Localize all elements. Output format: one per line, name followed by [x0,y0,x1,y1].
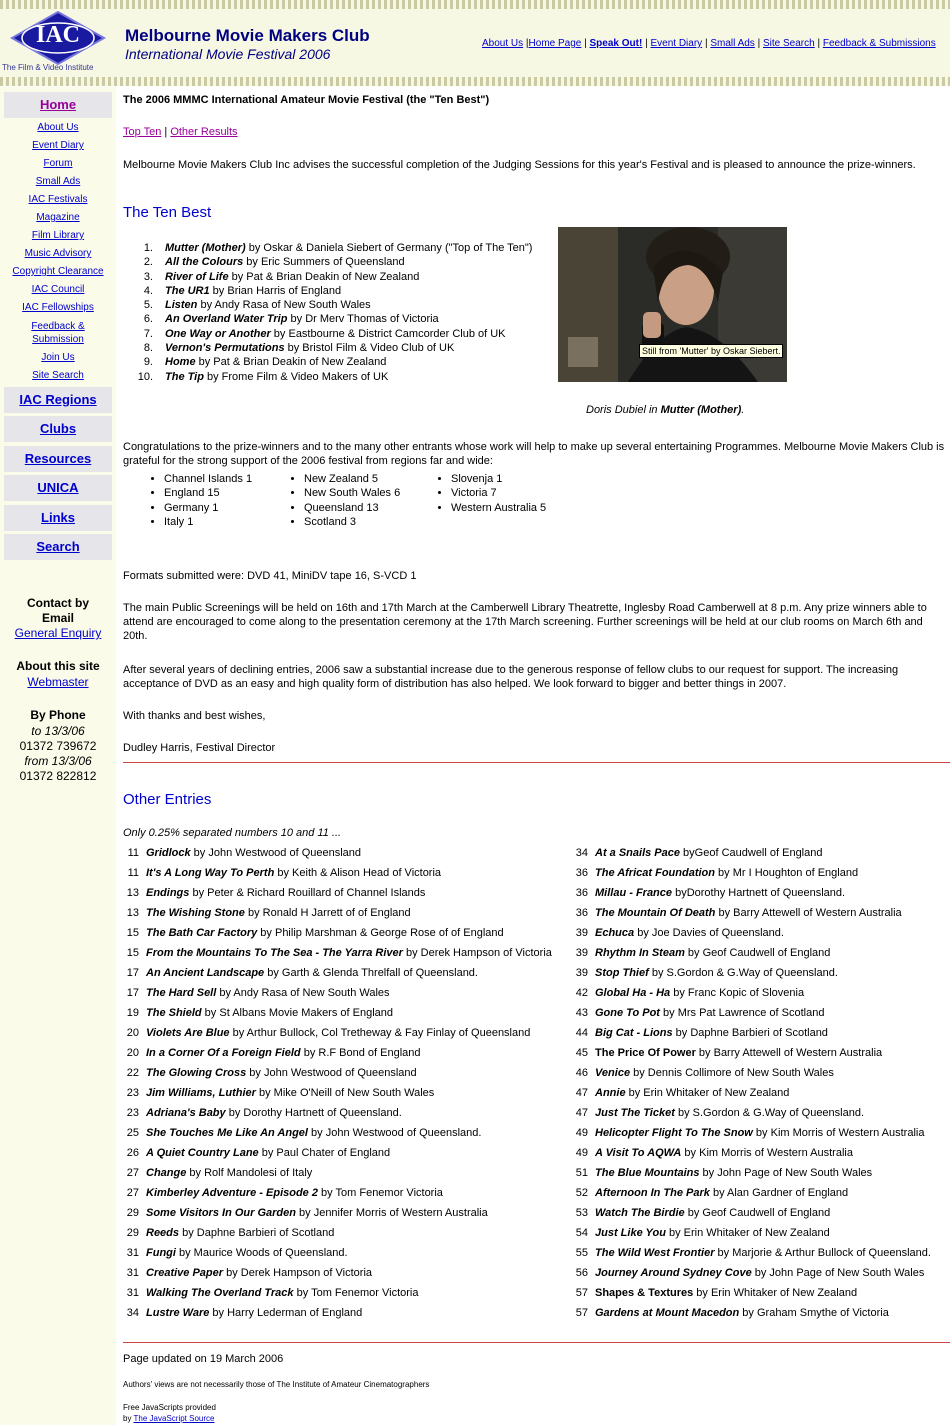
entries-left-list [123,846,552,1326]
phone-to-label: to 13/3/06 [31,724,85,738]
divider [123,1342,950,1343]
list-item: 46 Venice by Dennis Collimore of New South Wales [575,1067,834,1079]
page-header [0,0,950,78]
list-item: • Western Australia 5 [451,501,546,515]
list-item: 43 Gone To Pot by Mrs Pat Lawrence of Scotland [575,1007,825,1019]
list-item: • Slovenja 1 [451,472,546,486]
list-item: 47 Just The Ticket by S.Gordon & G.Way of Queensland. [575,1107,865,1119]
sidebar-item-about[interactable]: About Us [37,122,79,133]
sidebar-item-feedback-line1: Feedback & [31,321,85,332]
list-item: 6. An Overland Water Trip by Dr Merv Thomas of Victoria [143,313,439,326]
separator: | [757,38,761,49]
sidebar-item-copyright[interactable]: Copyright Clearance [12,266,104,277]
header-dots-bottom [0,77,950,86]
sidebar-item-small-ads[interactable]: Small Ads [35,176,81,187]
js-credit: by The JavaScript Source [123,1414,215,1423]
other-entries-note: Only 0.25% separated numbers 10 and 11 ... [123,827,342,839]
list-item: 11 It's A Long Way To Perth by Keith & Alison Head of Victoria [127,867,442,879]
list-item: 22 The Glowing Cross by John Westwood of Queensland [126,1067,417,1079]
list-item: 57 Gardens at Mount Macedon by Graham Smythe of Victoria [575,1307,889,1319]
list-item: 47 Annie by Erin Whitaker of New Zealand [575,1087,790,1099]
list-item: 23 Adriana's Baby by Dorothy Hartnett of Queensland. [126,1107,402,1119]
top-nav [482,38,936,49]
list-item: 2. All the Colours by Eric Summers of Queensland [143,256,405,269]
list-item: • Queensland 13 [304,501,400,515]
js-source-link[interactable]: The JavaScript Source [133,1414,215,1423]
list-item: 15 From the Mountains To The Sea - The Yarra River by Derek Hampson of Victoria [126,947,552,959]
list-item: 20 Violets Are Blue by Arthur Bullock, Col Tretheway & Fay Finlay of Queensland [126,1027,531,1039]
list-item: 39 Stop Thief by S.Gordon & G.Way of Queensland. [575,967,838,979]
list-item: • Germany 1 [164,501,252,515]
list-item: • Victoria 7 [451,486,546,500]
divider [123,762,950,763]
sidebar-item-resources[interactable]: Resources [24,451,92,466]
list-item: 4. The UR1 by Brian Harris of England [143,284,342,297]
list-item: 25 She Touches Me Like An Angel by John Westwood of Queensland. [126,1127,482,1139]
free-js-note: Free JavaScripts provided [123,1403,216,1412]
general-enquiry-link[interactable]: General Enquiry [14,626,102,640]
separator: | [704,38,708,49]
list-item: 20 In a Corner Of a Foreign Field by R.F Bond of England [126,1047,421,1059]
separator: | [584,38,587,49]
sidebar-item-links[interactable]: Links [41,510,75,525]
sidebar-home-box [4,92,112,118]
list-item: 3. River of Life by Pat & Brian Deakin of New Zealand [143,270,420,283]
separator: | [525,38,529,49]
list-item: 44 Big Cat - Lions by Daphne Barbieri of Scotland [575,1027,828,1039]
signature-text: Dudley Harris, Festival Director [123,742,276,754]
phone-from-label: from 13/3/06 [24,754,92,768]
page-title: The 2006 MMMC International Amateur Movie Festival (the "Ten Best") [123,94,490,106]
webmaster-link[interactable]: Webmaster [27,675,89,689]
list-item: 13 Endings by Peter & Richard Rouillard of Channel Islands [126,887,426,899]
list-item: 8. Vernon's Permutations by Bristol Film & Video Club of UK [143,342,455,355]
list-item: 34 Lustre Ware by Harry Lederman of England [126,1307,363,1319]
regions-col-3 [435,472,546,515]
sidebar-item-iac-festivals[interactable]: IAC Festivals [28,194,88,205]
list-item: • New South Wales 6 [304,486,400,500]
list-item: 7. One Way or Another by Eastbourne & District Camcorder Club of UK [143,327,506,340]
list-item: 27 Change by Rolf Mandolesi of Italy [126,1167,313,1179]
list-item: 26 A Quiet Country Lane by Paul Chater of England [126,1147,391,1159]
list-item: 13 The Wishing Stone by Ronald H Jarrett of of England [126,907,411,919]
sidebar-item-film-library[interactable]: Film Library [31,230,85,241]
sidebar-item-iac-regions[interactable]: IAC Regions [19,392,97,407]
list-item: 17 The Hard Sell by Andy Rasa of New South Wales [126,987,390,999]
list-item: 51 The Blue Mountains by John Page of New South Wales [575,1167,873,1179]
list-item: 42 Global Ha - Ha by Franc Kopic of Slovenia [575,987,805,999]
list-item: 36 The Africat Foundation by Mr I Houghton of England [575,867,859,879]
top-link-event-diary[interactable]: Event Diary [650,38,703,49]
list-item: 57 Shapes & Textures by Erin Whitaker of New Zealand [575,1287,858,1299]
list-item: • Scotland 3 [304,515,400,529]
list-item: 29 Reeds by Daphne Barbieri of Scotland [126,1227,335,1239]
list-item: 45 The Price Of Power by Barry Attewell of Western Australia [575,1047,883,1059]
logo-text: IAC [35,22,80,48]
anchor-links: Top Ten | Other Results [123,126,238,138]
film-still-photo [558,227,787,382]
top-link-feedback[interactable]: Feedback & Submissions [822,38,936,49]
list-item: 34 At a Snails Pace byGeof Caudwell of England [575,847,823,859]
list-item: 17 An Ancient Landscape by Garth & Glenda Threlfall of Queensland. [126,967,478,979]
header-dots-top [0,0,950,9]
ten-best-list [135,241,532,384]
page-updated: Page updated on 19 March 2006 [123,1353,284,1365]
list-item: 9. Home by Pat & Brian Deakin of New Zealand [143,356,387,369]
sidebar-item-music-advisory[interactable]: Music Advisory [24,248,92,259]
phone-from-number: 01372 822812 [19,769,97,783]
list-item: • England 15 [164,486,252,500]
list-item: 49 A Visit To AQWA by Kim Morris of Western Australia [575,1147,853,1159]
festival-title: International Movie Festival 2006 [125,46,331,62]
contact-label-1: Contact by [26,596,89,610]
list-item: 23 Jim Williams, Luthier by Mike O'Neill of New South Wales [126,1087,435,1099]
top-link-small-ads[interactable]: Small Ads [710,38,755,49]
list-item: 1. Mutter (Mother) by Oskar & Daniela Siebert of Germany ("Top of The Ten") [143,242,533,254]
list-item: • Italy 1 [164,515,252,529]
decline-paragraph: After several years of declining entries, 2006 saw a substantial increase due to the generous response of fellow clubs to our request for support. The increasing acceptance of DVD as an easy and high quality form of distribution has also helped. We look forward to bigger and better things in 2007. [123,664,899,690]
phone-title: By Phone [30,708,86,722]
top-link-about[interactable]: About Us [482,38,524,49]
sidebar-item-feedback-line2: Submission [32,334,84,345]
sidebar-item-search[interactable]: Search [36,539,80,554]
sidebar-item-forum[interactable]: Forum [43,158,73,169]
list-item: 29 Some Visitors In Our Garden by Jennifer Morris of Western Australia [126,1207,488,1219]
other-entries-heading: Other Entries [123,791,212,808]
photo-tooltip: Still from 'Mutter' by Oskar Siebert. [639,344,783,358]
sidebar [0,87,116,1425]
regions-col-2 [288,472,400,529]
sidebar-item-home[interactable]: Home [39,97,77,112]
list-item: 27 Kimberley Adventure - Episode 2 by Tom Fenemor Victoria [126,1187,443,1199]
regions-col-1 [148,472,252,529]
list-item: 55 The Wild West Frontier by Marjorie & Arthur Bullock of Queensland. [575,1247,931,1259]
sidebar-item-magazine[interactable]: Magazine [36,212,80,223]
congrats-paragraph: Congratulations to the prize-winners and to the many other entrants whose work will help to make up several entertaining Programmes. Melbourne Movie Makers Club is grateful for the strong support of the 2006 festival from regions far and wide: [123,441,945,467]
sidebar-item-clubs[interactable]: Clubs [39,421,77,436]
logo-subtitle: The Film & Video Institute [2,63,94,72]
list-item: 54 Just Like You by Erin Whitaker of New Zealand [575,1227,830,1239]
thanks-text: With thanks and best wishes, [123,710,266,722]
list-item: 5. Listen by Andy Rasa of New South Wales [143,299,371,312]
sidebar-item-event-diary[interactable]: Event Diary [32,140,84,151]
list-item: 36 Millau - France byDorothy Hartnett of Queensland. [575,887,846,899]
list-item: 39 Echuca by Joe Davies of Queensland. [575,927,784,939]
list-item: 53 Watch The Birdie by Geof Caudwell of England [575,1207,831,1219]
list-item: 36 The Mountain Of Death by Barry Attewell of Western Australia [575,907,902,919]
list-item: 39 Rhythm In Steam by Geof Caudwell of England [575,947,831,959]
list-item: • Channel Islands 1 [164,472,252,486]
list-item: 52 Afternoon In The Park by Alan Gardner of England [575,1187,849,1199]
top-link-home[interactable]: Home Page [528,38,582,49]
photo-caption: Doris Dubiel in Mutter (Mother). [586,404,745,416]
club-title: Melbourne Movie Makers Club [125,26,370,45]
list-item: 11 Gridlock by John Westwood of Queensland [127,847,362,859]
formats-paragraph: Formats submitted were: DVD 41, MiniDV tape 16, S-VCD 1 [123,570,417,582]
list-item: 31 Creative Paper by Derek Hampson of Victoria [126,1267,373,1279]
sidebar-item-unica[interactable]: UNICA [37,480,79,495]
list-item: 56 Journey Around Sydney Cove by John Page of New South Wales [575,1267,925,1279]
list-item: • New Zealand 5 [304,472,400,486]
list-item: 10. The Tip by Frome Film & Video Makers of UK [137,370,389,383]
contact-label-2: Email [41,611,74,625]
sidebar-item-iac-fellowships[interactable]: IAC Fellowships [22,302,94,313]
separator: | [645,38,648,49]
sidebar-item-site-search[interactable]: Site Search [32,370,84,381]
top-ten-link[interactable]: Top Ten [123,126,162,138]
other-results-link[interactable]: Other Results [170,126,238,138]
list-item: 15 The Bath Car Factory by Philip Marshman & George Rose of of England [126,927,504,939]
phone-to-number: 01372 739672 [19,739,97,753]
disclaimer: Authors' views are not necessarily those of The Institute of Amateur Cinematographers [123,1380,430,1389]
ten-best-heading: The Ten Best [123,204,212,221]
list-item: 31 Walking The Overland Track by Tom Fenemor Victoria [126,1287,419,1299]
sidebar-item-feedback[interactable] [31,321,84,345]
intro-paragraph: Melbourne Movie Makers Club Inc advises the successful completion of the Judging Sessions for this year's Festival and is pleased to announce the prize-winners. [123,159,916,171]
about-site-label: About this site [16,659,100,673]
top-link-speak-out[interactable]: Speak Out! [589,38,643,49]
sidebar-item-iac-council[interactable]: IAC Council [31,284,85,295]
screenings-paragraph: The main Public Screenings will be held on 16th and 17th March at the Camberwell Library Theatrette, Inglesby Road Camberwell at 8 p.m. Any prize winners able to attend are encouraged to come along to the presentation ceremony at the 17th March screening. Further screenings will be held at our club rooms on March 6th and 20th. [123,602,927,642]
list-item: 19 The Shield by St Albans Movie Makers of England [126,1007,394,1019]
separator: | [817,38,821,49]
sidebar-item-join-us[interactable]: Join Us [41,352,75,363]
list-item: 31 Fungi by Maurice Woods of Queensland. [126,1247,348,1259]
list-item: 49 Helicopter Flight To The Snow by Kim Morris of Western Australia [575,1127,925,1139]
entries-right-list [572,846,931,1326]
top-link-site-search[interactable]: Site Search [762,38,815,49]
